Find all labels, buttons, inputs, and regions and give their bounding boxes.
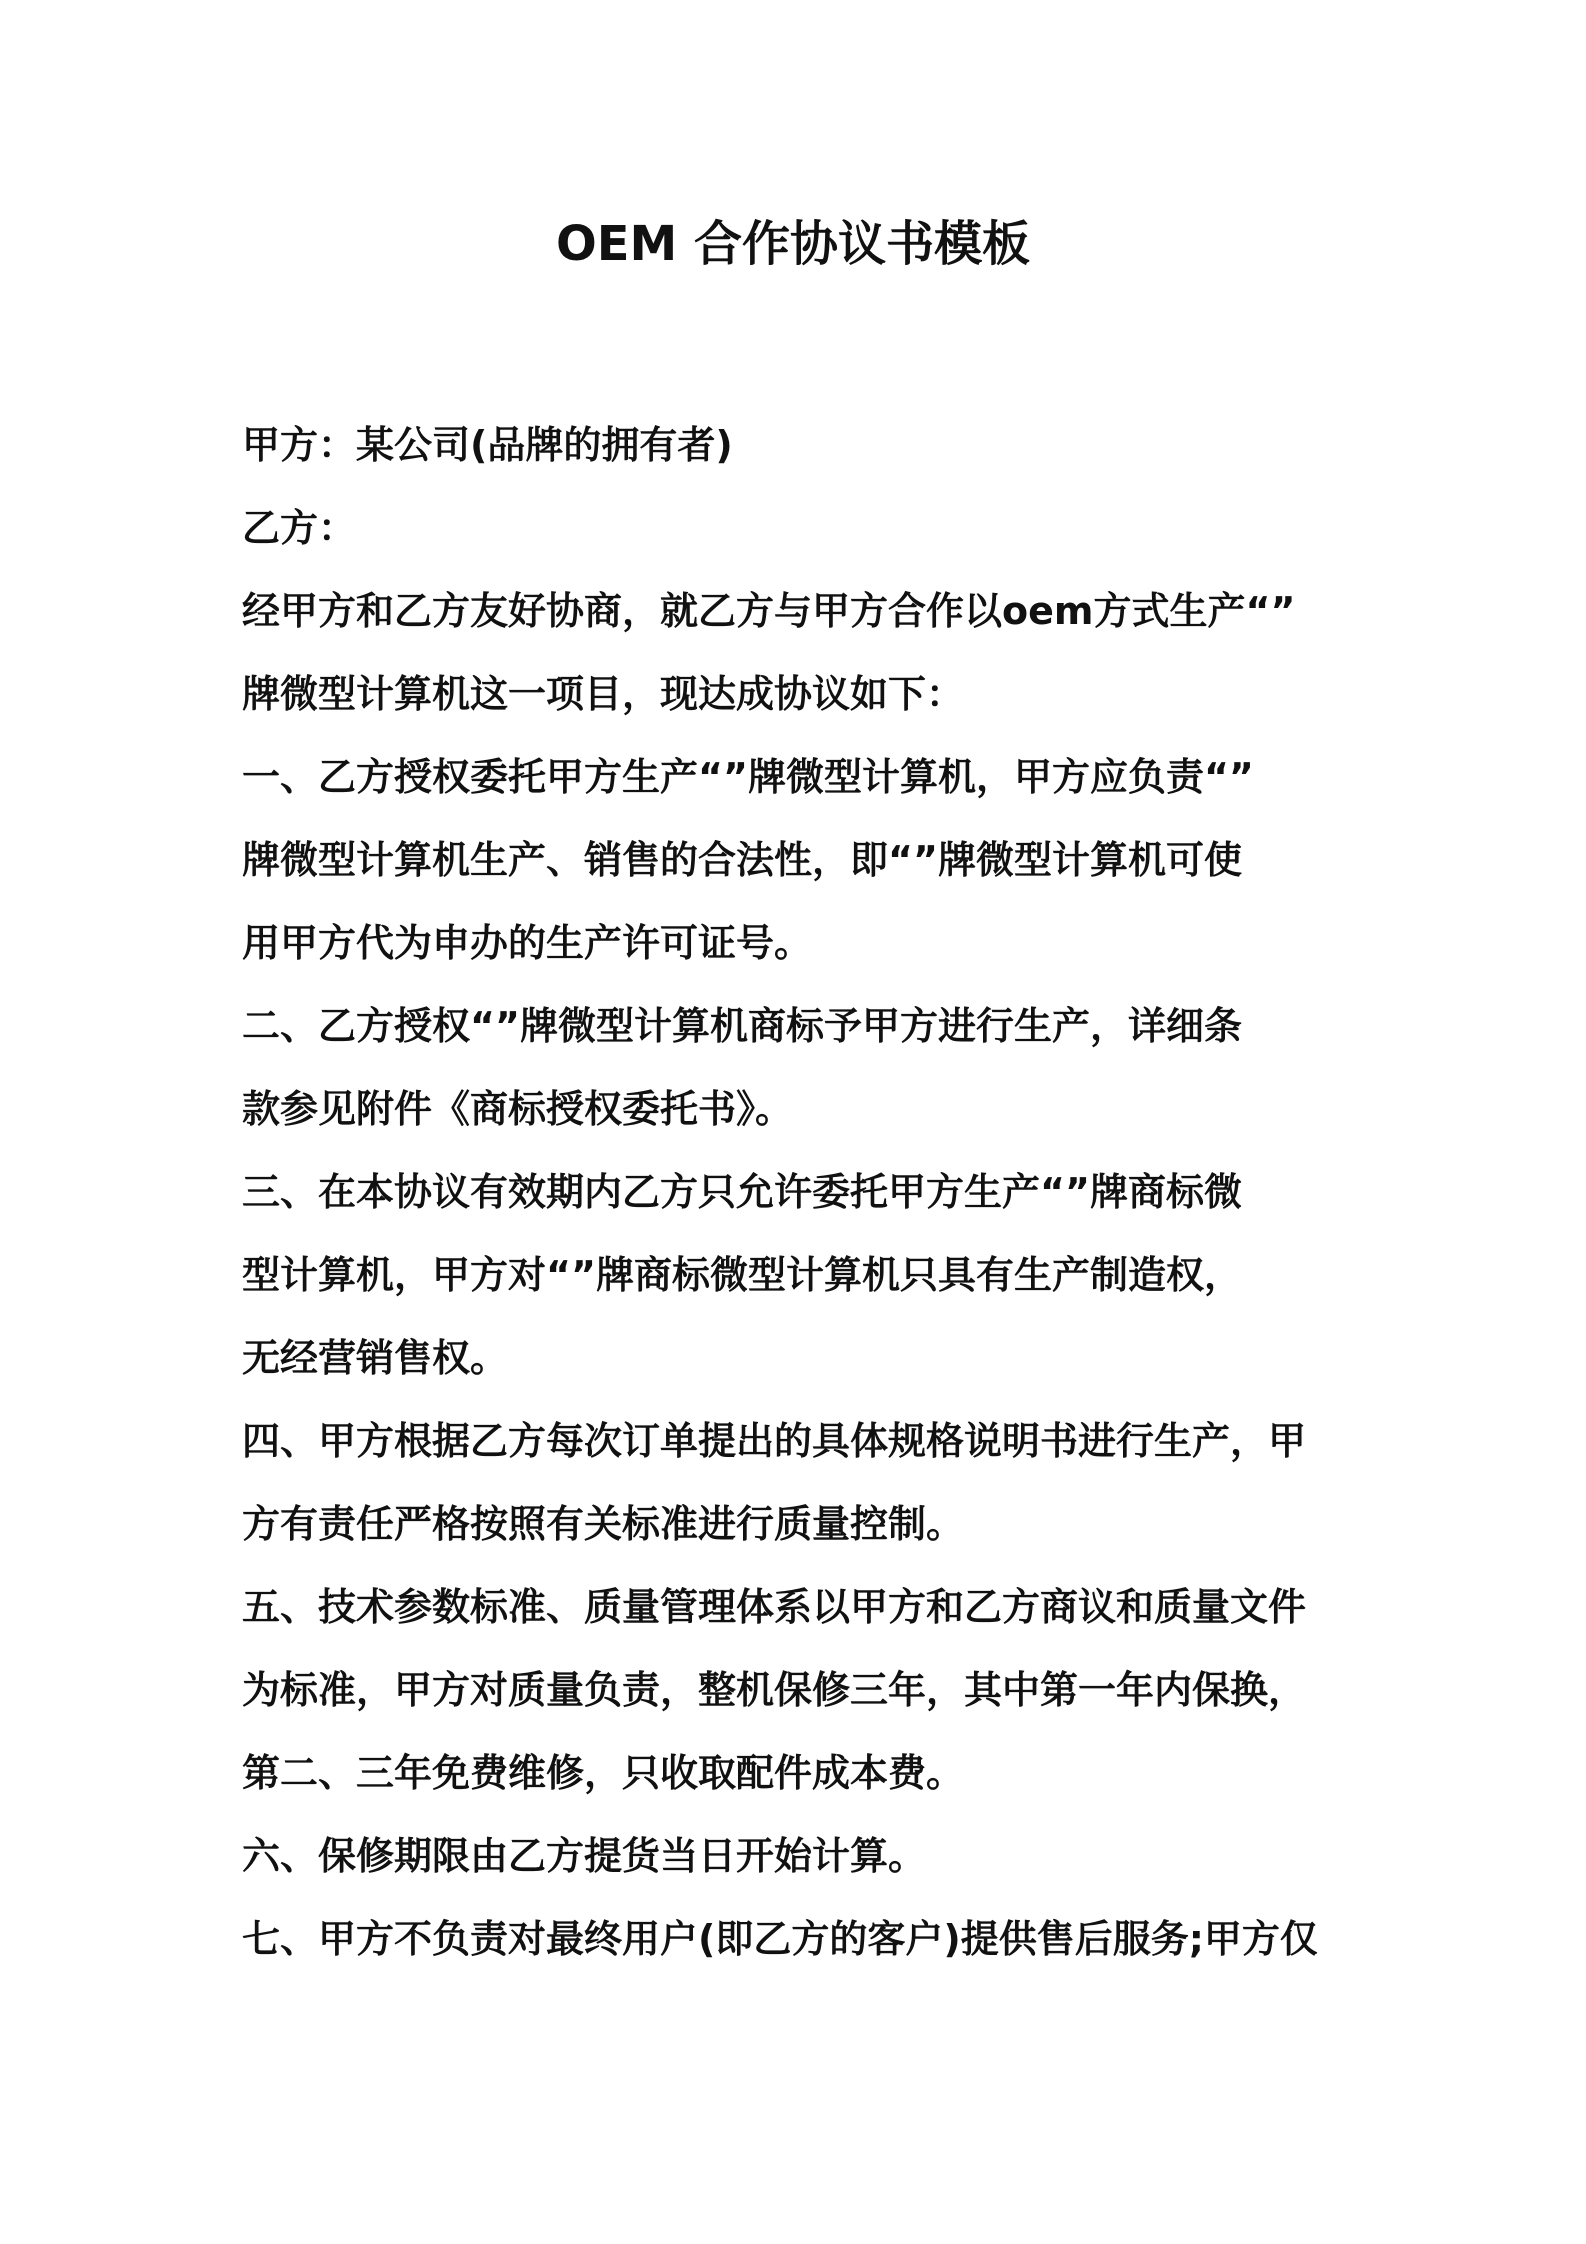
clause-2: 二、乙方授权“”牌微型计算机商标予甲方进行生产，详细条 款参见附件《商标授权委托书》。 — [242, 1004, 1242, 1131]
clause-4: 四、甲方根据乙方每次订单提出的具体规格说明书进行生产，甲 方有责任严格按照有关标准进行质量控制。 — [242, 1419, 1307, 1546]
document-title: OEM 合作协议书模板 — [555, 216, 1031, 272]
party-a-line: 甲方：某公司(品牌的拥有者) — [242, 423, 733, 467]
clause-7: 七、甲方不负责对最终用户(即乙方的客户)提供售后服务;甲方仅 — [242, 1917, 1318, 1961]
clause-6: 六、保修期限由乙方提货当日开始计算。 — [242, 1834, 927, 1878]
clause-5: 五、技术参数标准、质量管理体系以甲方和乙方商议和质量文件 为标准，甲方对质量负责，整机保修三年，其中第一年内保换， 第二、三年免费维修，只收取配件成本费。 — [242, 1585, 1307, 1795]
preamble-paragraph: 经甲方和乙方友好协商，就乙方与甲方合作以oem方式生产“” 牌微型计算机这一项目，现达成协议如下： — [242, 589, 1296, 716]
clause-1: 一、乙方授权委托甲方生产“”牌微型计算机，甲方应负责“” 牌微型计算机生产、销售的合法性，即“”牌微型计算机可使 用甲方代为申办的生产许可证号。 — [242, 755, 1254, 965]
party-b-line: 乙方： — [242, 506, 357, 550]
clause-3: 三、在本协议有效期内乙方只允许委托甲方生产“”牌商标微 型计算机，甲方对“”牌商标微型计算机只具有生产制造权， 无经营销售权。 — [242, 1170, 1242, 1380]
document-body — [242, 404, 1350, 1981]
